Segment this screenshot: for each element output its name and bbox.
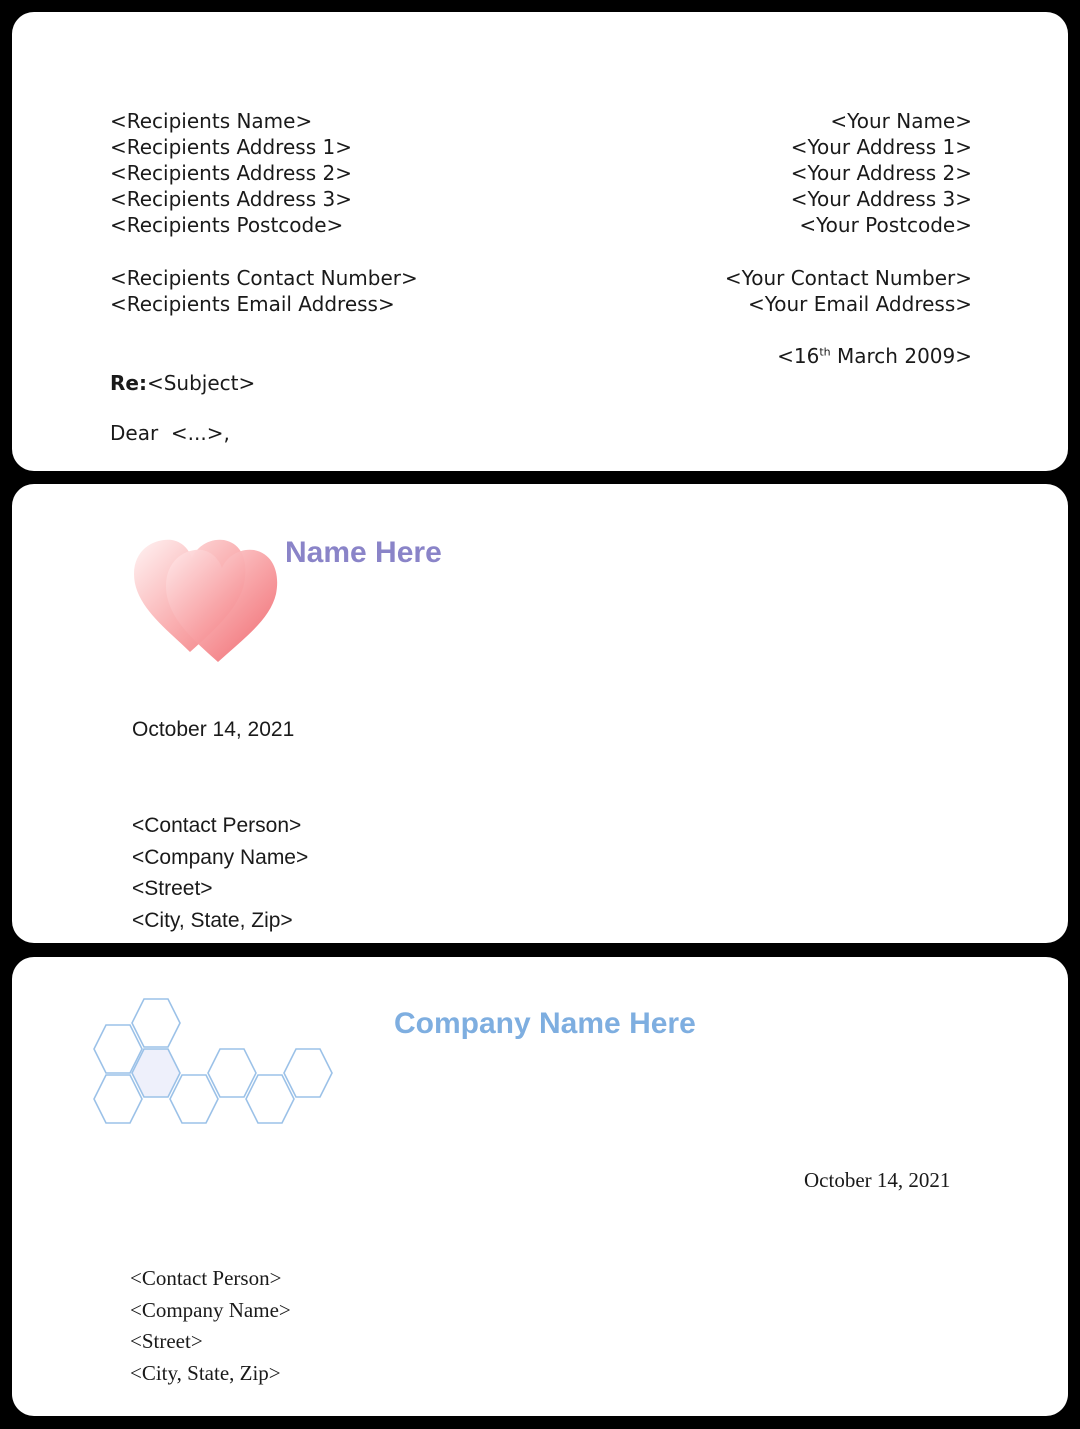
salutation: Dear <...>, <box>110 421 230 445</box>
letter-date: <16th March 2009> <box>777 344 972 368</box>
letter-template-hearts <box>12 484 1068 943</box>
subject-line <box>110 370 255 396</box>
sender-contact-number: <Your Contact Number> <box>724 266 972 290</box>
sender-name: Name Here <box>285 536 442 569</box>
recipient-address-1: <Recipients Address 1> <box>110 135 352 159</box>
letter-template-classic <box>12 12 1068 471</box>
sender-email: <Your Email Address> <box>747 292 972 316</box>
street: <Street> <box>132 877 213 900</box>
sender-address-3: <Your Address 3> <box>790 187 972 211</box>
inside-address <box>130 1263 291 1389</box>
recipient-contact-number: <Recipients Contact Number> <box>110 266 418 290</box>
recipient-postcode: <Recipients Postcode> <box>110 213 344 237</box>
hexagons-icon <box>90 995 335 1130</box>
city-state-zip: <City, State, Zip> <box>132 908 293 932</box>
contact-person: <Contact Person> <box>130 1266 282 1290</box>
contact-person: <Contact Person> <box>132 814 302 837</box>
hearts-icon <box>128 534 288 669</box>
recipient-address-3: <Recipients Address 3> <box>110 187 352 211</box>
company-name-heading: Company Name Here <box>394 1007 696 1040</box>
recipient-address-2: <Recipients Address 2> <box>110 161 352 185</box>
sender-address-2: <Your Address 2> <box>790 161 972 185</box>
letter-date: October 14, 2021 <box>132 718 295 741</box>
sender-address-1: <Your Address 1> <box>790 135 972 159</box>
letter-template-hexagons <box>12 957 1068 1416</box>
company-name: <Company Name> <box>132 845 309 869</box>
street: <Street> <box>130 1329 203 1353</box>
recipient-email: <Recipients Email Address> <box>110 292 395 316</box>
letter-date: October 14, 2021 <box>804 1168 951 1192</box>
recipient-name: <Recipients Name> <box>110 109 313 133</box>
city-state-zip: <City, State, Zip> <box>130 1360 281 1385</box>
subject: <Subject> <box>146 371 256 395</box>
sender-block <box>725 108 972 317</box>
recipient-block <box>110 108 418 317</box>
inside-address <box>132 810 308 936</box>
re-label: Re: <box>110 371 147 395</box>
sender-name: <Your Name> <box>830 109 972 133</box>
company-name: <Company Name> <box>130 1297 291 1322</box>
sender-postcode: <Your Postcode> <box>799 213 972 237</box>
